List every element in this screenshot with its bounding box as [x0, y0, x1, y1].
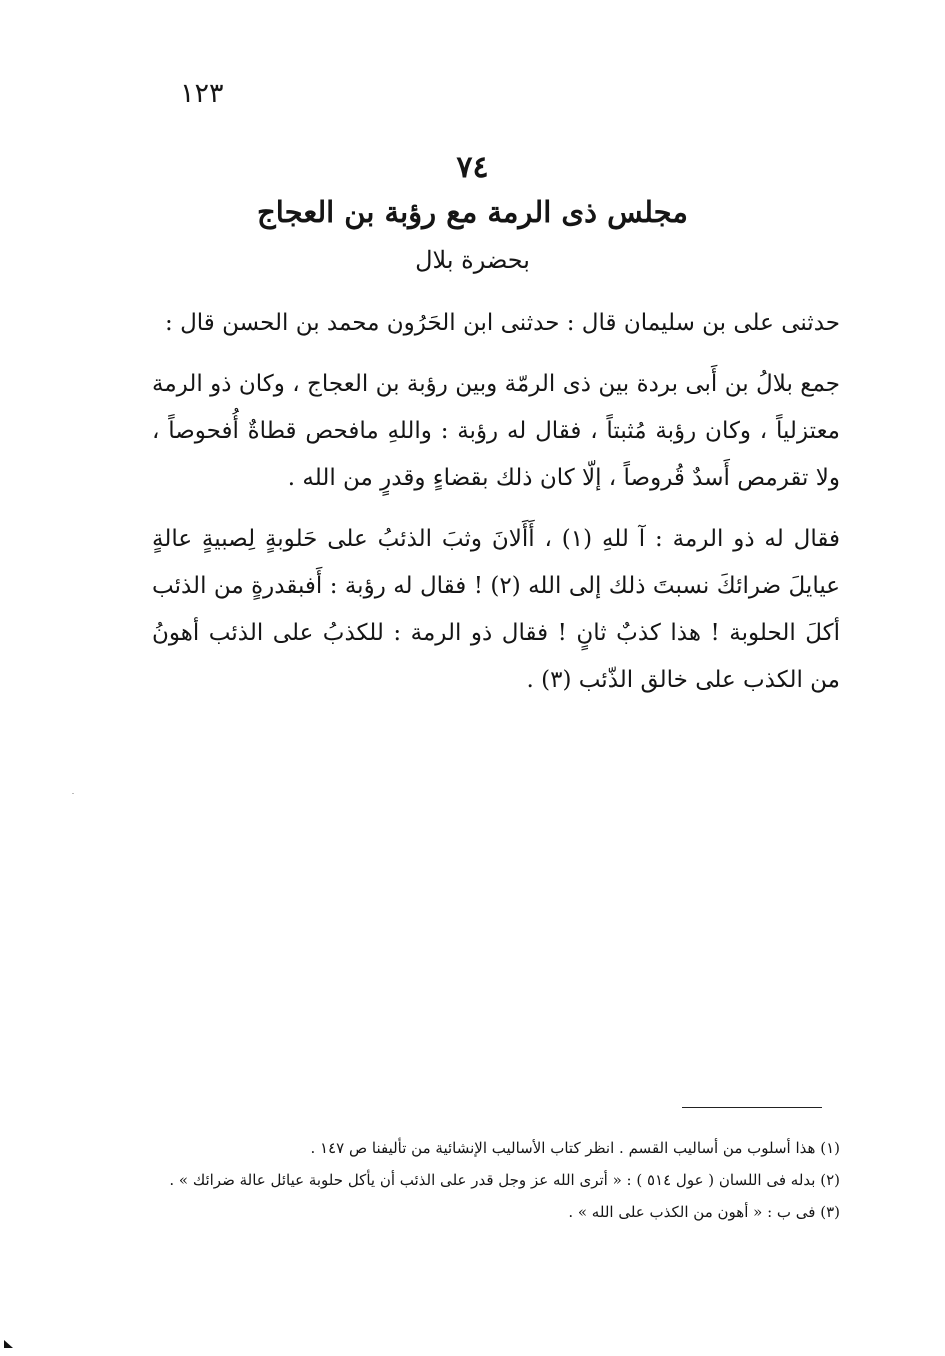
body-text: [152, 300, 840, 718]
scan-speck: [72, 793, 74, 794]
footnote: (١) هذا أسلوب من أساليب القسم . انظر كتاب الأساليب الإنشائية من تأليفنا ص ١٤٧ .: [310, 1139, 840, 1157]
page-number: ١٢٣: [180, 78, 224, 109]
section-number: ٧٤: [456, 150, 489, 185]
footnotes: [152, 1132, 840, 1228]
section-title: مجلس ذى الرمة مع رؤبة بن العجاج: [257, 195, 688, 229]
footnote: (٣) فى ب : « أهون من الكذب على الله » .: [568, 1203, 840, 1221]
paragraph: جمع بلالُ بن أَبى بردة بين ذى الرمّة وبين رؤبة بن العجاج ، وكان ذو الرمة معتزلياً ، وكان رؤبة مُثبتاً ، فقال له رؤبة : واللهِ مافحص قطاةٌ أُفحوصاً ، ولا تقرمص أَسدٌ قُروصاً ، إلّا كان ذلك بقضاءٍ وقدرٍ من الله .: [152, 371, 840, 491]
paragraph: فقال له ذو الرمة : آ للهِ (١) ، أَأَلانَ وثبَ الذئبُ على حَلوبةٍ لِصبيةٍ عالةٍ عيايلَ ضرائكَ نسبتَ ذلك إلى الله (٢) ! فقال له رؤبة : أَفبقدرةٍ من الذئب أكلَ الحلوبة ! هذا كذبٌ ثانٍ ! فقال ذو الرمة : للكذبُ على الذئب أهونُ من الكذب على خالق الذّئب (٣) .: [152, 526, 841, 693]
paragraph: حدثنى على بن سليمان قال : حدثنى ابن الحَرُون محمد بن الحسن قال :: [165, 310, 840, 336]
footnote-divider: [682, 1107, 822, 1108]
footnote: (٢) بدله فى اللسان ( عول ٥١٤ ) : « أترى الله عز وجل قدر على الذئب أن يأكل حلوبة عيائل عالة ضرائك » .: [169, 1171, 840, 1189]
corner-crop-mark: [4, 1340, 13, 1348]
section-subtitle: بحضرة بلال: [415, 246, 530, 274]
